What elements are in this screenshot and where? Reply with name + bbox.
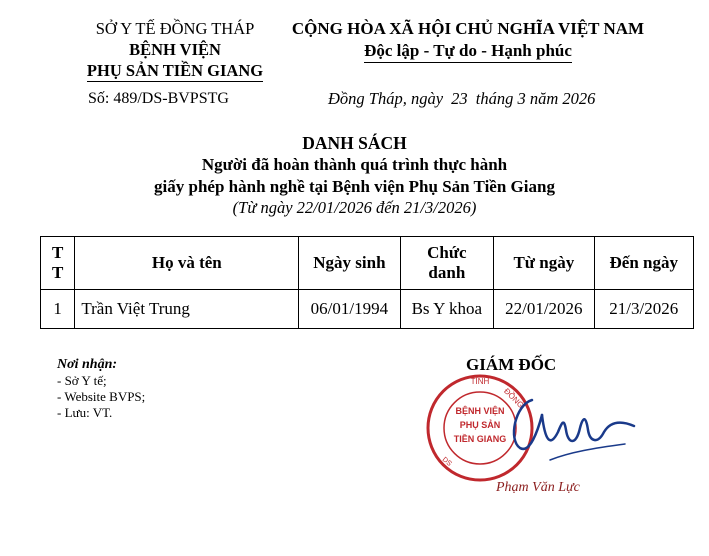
motto: Độc lập - Tự do - Hạnh phúc [364,40,572,63]
table-header-row [41,237,694,290]
national-header [268,18,668,63]
title-subline-1: Người đã hoàn thành quá trình thực hành [201,155,508,174]
hospital-name-line2: PHỤ SẢN TIỀN GIANG [86,61,264,80]
signer-role: GIÁM ĐỐC [466,355,557,374]
cell-to: 21/3/2026 [594,290,693,329]
official-stamp [428,376,532,480]
col-header-dob: Ngày sinh [299,237,400,290]
col-header-name: Họ và tên [75,237,299,290]
recipients-title: Nơi nhận: [57,357,118,372]
recipient-item: - Sở Y tế; [57,373,107,388]
recipients-block [57,357,145,421]
date-day: 23 [451,89,468,108]
svg-text:BỆNH VIỆN: BỆNH VIỆN [455,406,505,416]
col-header-title: Chức danh [400,237,494,290]
cell-name: Trần Việt Trung [75,290,299,329]
svg-text:TỈNH: TỈNH [470,377,490,386]
svg-text:TIỀN GIANG: TIỀN GIANG [453,434,507,444]
table-row [41,290,694,329]
date-line [328,89,595,109]
list-table [40,236,694,329]
svg-text:ĐỒNG: ĐỒNG [502,386,526,410]
svg-text:DS: DS [440,456,453,468]
hospital-name-line1: BỆNH VIỆN [129,40,221,59]
document-title: DANH SÁCH [302,133,407,153]
col-header-to: Đến ngày [594,237,693,290]
col-header-index: T T [41,237,75,290]
country-name: CỘNG HÒA XÃ HỘI CHỦ NGHĨA VIỆT NAM [291,19,645,38]
recipient-item: - Website BVPS; [57,389,146,404]
document-number: Số: 489/DS-BVPSTG [88,90,229,107]
col-header-from: Từ ngày [494,237,594,290]
cell-index: 1 [41,290,75,329]
parent-agency: SỞ Y TẾ ĐỒNG THÁP [95,19,255,38]
cell-title: Bs Y khoa [400,290,494,329]
svg-text:PHỤ SẢN: PHỤ SẢN [459,420,501,430]
date-prefix: Đồng Tháp, ngày [328,89,444,108]
title-period: (Từ ngày 22/01/2026 đến 21/3/2026) [232,198,477,217]
cell-dob: 06/01/1994 [299,290,400,329]
signer-name: Phạm Văn Lực [496,480,580,495]
recipient-item: - Lưu: VT. [57,405,113,420]
date-suffix: tháng 3 năm 2026 [475,89,596,108]
cell-from: 22/01/2026 [494,290,594,329]
agency-header [45,18,305,82]
title-subline-2: giấy phép hành nghề tại Bệnh viện Phụ Sản Tiền Giang [154,177,555,196]
